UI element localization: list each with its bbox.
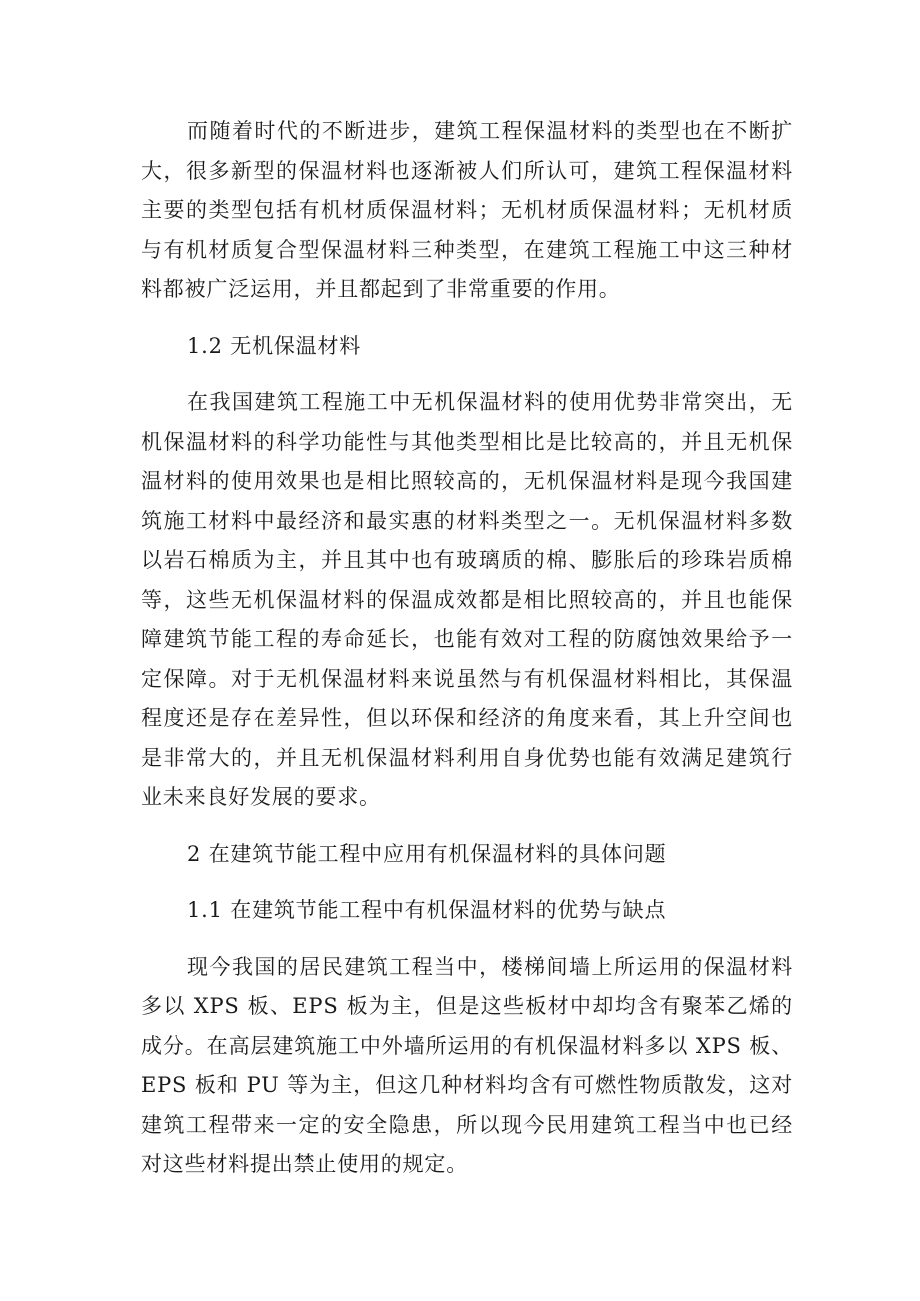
section-heading-organic-pros-cons: 1.1 在建筑节能工程中有机保温材料的优势与缺点 [187,898,667,922]
paragraph-material-types: 而随着时代的不断进步，建筑工程保温材料的类型也在不断扩大，很多新型的保温材料也逐渐被人们所认可，建筑工程保温材料主要的类型包括有机材质保温材料；无机材质保温材料；无机材质与有机材质复合型保温材料三种类型，在建筑工程施工中这三种材料都被广泛运用，并且都起到了非常重要的作用。 [141,119,793,301]
document-body [141,112,793,1185]
section-heading-organic-problems: 2 在建筑节能工程中应用有机保温材料的具体问题 [187,841,667,866]
paragraph-organic-materials: 现今我国的居民建筑工程当中，楼梯间墙上所运用的保温材料多以 XPS 板、EPS 板为主，但是这些板材中却均含有聚苯乙烯的成分。在高层建筑施工中外墙所运用的有机保温材料多以 XPS 板、EPS 板和 PU 等为主，但这几种材料均含有可燃性物质散发，这对建筑工程带来一定的安全隐患，所以现今民用建筑工程当中也已经对这些材料提出禁止使用的规定。 [141,954,793,1176]
paragraph-inorganic-materials: 在我国建筑工程施工中无机保温材料的使用优势非常突出，无机保温材料的科学功能性与其他类型相比是比较高的，并且无机保温材料的使用效果也是相比照较高的，无机保温材料是现今我国建筑施工材料中最经济和最实惠的材料类型之一。无机保温材料多数以岩石棉质为主，并且其中也有玻璃质的棉、膨胀后的珍珠岩质棉等，这些无机保温材料的保温成效都是相比照较高的，并且也能保障建筑节能工程的寿命延长，也能有效对工程的防腐蚀效果给予一定保障。对于无机保温材料来说虽然与有机保温材料相比，其保温程度还是存在差异性，但以环保和经济的角度来看，其上升空间也是非常大的，并且无机保温材料利用自身优势也能有效满足建筑行业未来良好发展的要求。 [141,390,793,809]
section-heading-inorganic: 1.2 无机保温材料 [187,333,362,358]
